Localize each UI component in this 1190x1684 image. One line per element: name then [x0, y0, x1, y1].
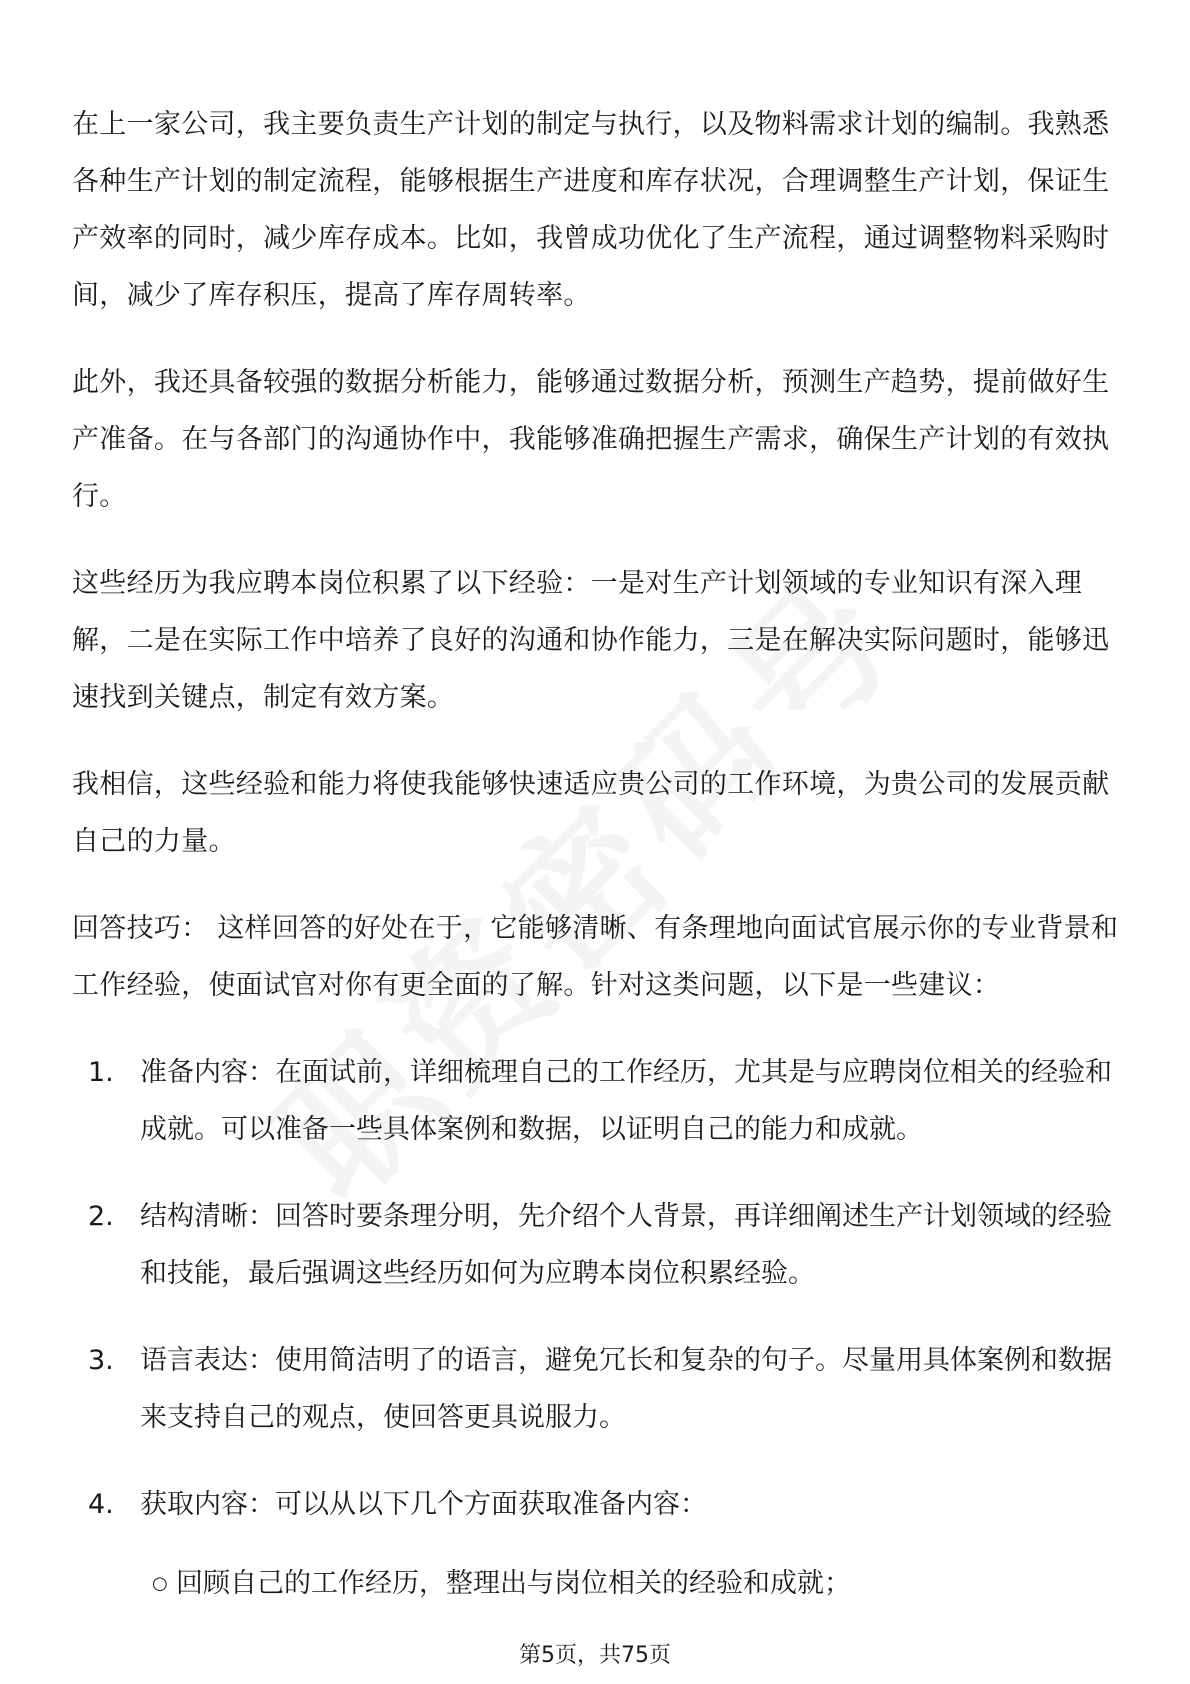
list-item: [72, 1188, 1122, 1302]
tips-list: [72, 1044, 1122, 1533]
sub-list: [72, 1555, 1122, 1612]
list-text: 准备内容：在面试前，详细梳理自己的工作经历，尤其是与应聘岗位相关的经验和成就。可以准备一些具体案例和数据，以证明自己的能力和成就。: [140, 1057, 1112, 1145]
list-text: 获取内容：可以从以下几个方面获取准备内容：: [140, 1489, 707, 1520]
list-item: [72, 1476, 1122, 1533]
sub-list-text: 回顾自己的工作经历，整理出与岗位相关的经验和成就；: [176, 1568, 851, 1599]
list-item: [72, 1332, 1122, 1446]
paragraph: 我相信，这些经验和能力将使我能够快速适应贵公司的工作环境，为贵公司的发展贡献自己的力量。: [72, 769, 1110, 857]
circle-bullet-icon: ○: [152, 1573, 168, 1594]
list-number: 1.: [88, 1057, 114, 1088]
list-number: 3.: [88, 1345, 114, 1376]
paragraph: 此外，我还具备较强的数据分析能力，能够通过数据分析，预测生产趋势，提前做好生产准备。在与各部门的沟通协作中，我能够准确把握生产需求，确保生产计划的有效执行。: [72, 367, 1110, 512]
list-text: 语言表达：使用简洁明了的语言，避免冗长和复杂的句子。尽量用具体案例和数据来支持自己的观点，使回答更具说服力。: [140, 1345, 1112, 1433]
paragraph: 这些经历为我应聘本岗位积累了以下经验：一是对生产计划领域的专业知识有深入理解，二是在实际工作中培养了良好的沟通和协作能力，三是在解决实际问题时，能够迅速找到关键点，制定有效方案。: [72, 568, 1110, 713]
answer-tips-intro: 回答技巧： 这样回答的好处在于，它能够清晰、有条理地向面试官展示你的专业背景和工作经验，使面试官对你有更全面的了解。针对这类问题，以下是一些建议：: [72, 913, 1119, 1001]
list-item: [72, 1044, 1122, 1158]
list-number: 2.: [88, 1201, 114, 1232]
list-number: 4.: [88, 1489, 114, 1520]
list-text: 结构清晰：回答时要条理分明，先介绍个人背景，再详细阐述生产计划领域的经验和技能，最后强调这些经历如何为应聘本岗位积累经验。: [140, 1201, 1112, 1289]
document-body: [72, 96, 1122, 1612]
page-footer: 第5页，共75页: [519, 1643, 671, 1668]
sub-list-item: [152, 1555, 1122, 1612]
paragraph: 在上一家公司，我主要负责生产计划的制定与执行，以及物料需求计划的编制。我熟悉各种生产计划的制定流程，能够根据生产进度和库存状况，合理调整生产计划，保证生产效率的同时，减少库存成本。比如，我曾成功优化了生产流程，通过调整物料采购时间，减少了库存积压，提高了库存周转率。: [72, 109, 1110, 311]
